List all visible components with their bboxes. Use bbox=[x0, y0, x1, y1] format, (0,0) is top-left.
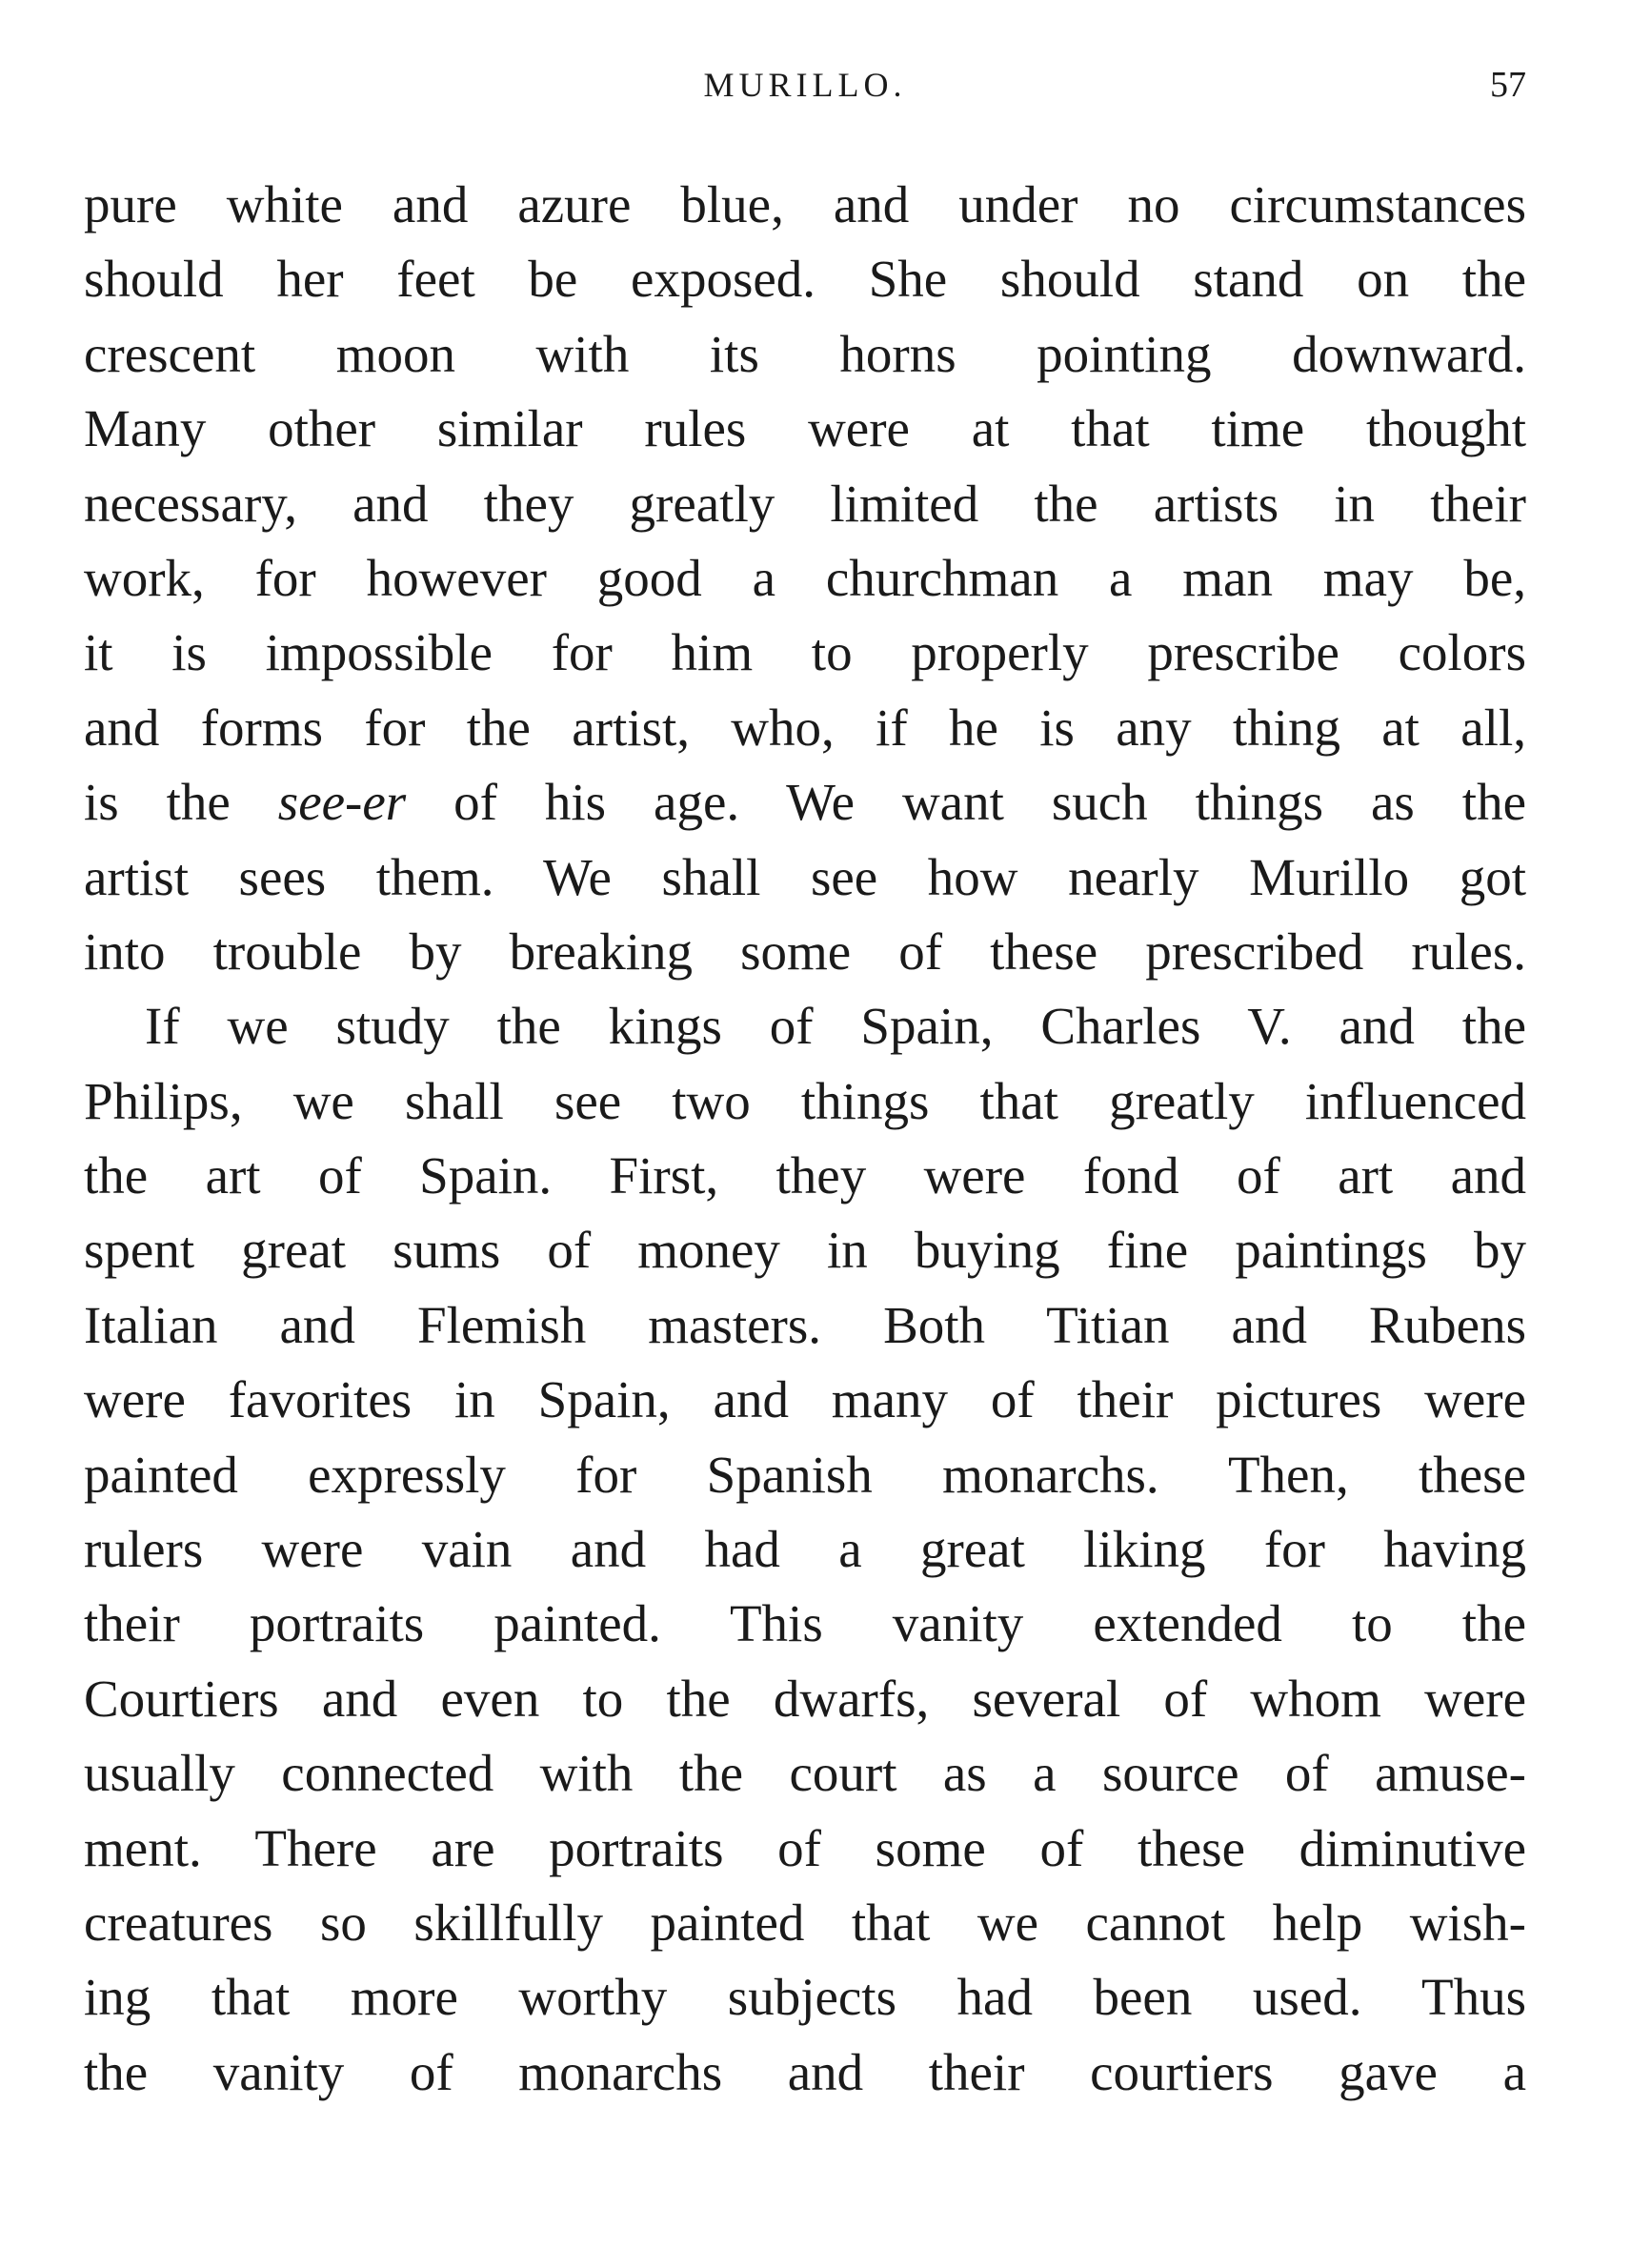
text-line: creatures so skillfully painted that we cannot help wish- bbox=[84, 1893, 1526, 1952]
italic-word: see-er bbox=[277, 773, 407, 832]
text-line: rulers were vain and had a great liking for having bbox=[84, 1520, 1526, 1579]
page-number: 57 bbox=[1490, 65, 1526, 105]
text-line: necessary, and they greatly limited the artists in their bbox=[84, 474, 1526, 533]
text-line: artist sees them. We shall see how nearly Murillo got bbox=[84, 847, 1526, 906]
text-line: Many other similar rules were at that time thought bbox=[84, 399, 1526, 458]
body-text bbox=[84, 168, 1526, 2110]
text-line: and forms for the artist, who, if he is any thing at all, bbox=[84, 698, 1526, 757]
text-line: Italian and Flemish masters. Both Titian and Rubens bbox=[84, 1295, 1526, 1354]
text-segment: of his age. We want such things as the bbox=[406, 773, 1526, 832]
running-head bbox=[84, 61, 1526, 109]
text-line: were favorites in Spain, and many of their pictures were bbox=[84, 1370, 1526, 1429]
text-line: Courtiers and even to the dwarfs, several of whom were bbox=[84, 1669, 1526, 1728]
text-line: crescent moon with its horns pointing downward. bbox=[84, 324, 1526, 383]
text-segment: is the bbox=[84, 773, 278, 832]
text-line: spent great sums of money in buying fine paintings by bbox=[84, 1221, 1526, 1280]
paragraph-first-line: If we study the kings of Spain, Charles V. and the bbox=[145, 997, 1526, 1056]
text-line: pure white and azure blue, and under no circumstances bbox=[84, 175, 1526, 233]
text-line-with-italic bbox=[84, 765, 1526, 840]
text-line: ment. There are portraits of some of these diminutive bbox=[84, 1818, 1526, 1877]
paragraph-last-line: into trouble by breaking some of these prescribed rules. bbox=[84, 921, 1526, 981]
text-line: their portraits painted. This vanity extended to the bbox=[84, 1594, 1526, 1653]
text-line: the art of Spain. First, they were fond of art and bbox=[84, 1146, 1526, 1205]
text-line: work, for however good a churchman a man may be, bbox=[84, 548, 1526, 607]
text-line: ing that more worthy subjects had been used. Thus bbox=[84, 1968, 1526, 2027]
text-line: Philips, we shall see two things that greatly influenced bbox=[84, 1071, 1526, 1130]
text-line: should her feet be exposed. She should stand on the bbox=[84, 250, 1526, 309]
running-title: MURILLO. bbox=[703, 66, 907, 104]
text-line: it is impossible for him to properly prescribe colors bbox=[84, 623, 1526, 682]
text-line: usually connected with the court as a source of amuse- bbox=[84, 1744, 1526, 1803]
text-line: the vanity of monarchs and their courtiers gave a bbox=[84, 2042, 1526, 2101]
text-line: painted expressly for Spanish monarchs. Then, these bbox=[84, 1445, 1526, 1504]
